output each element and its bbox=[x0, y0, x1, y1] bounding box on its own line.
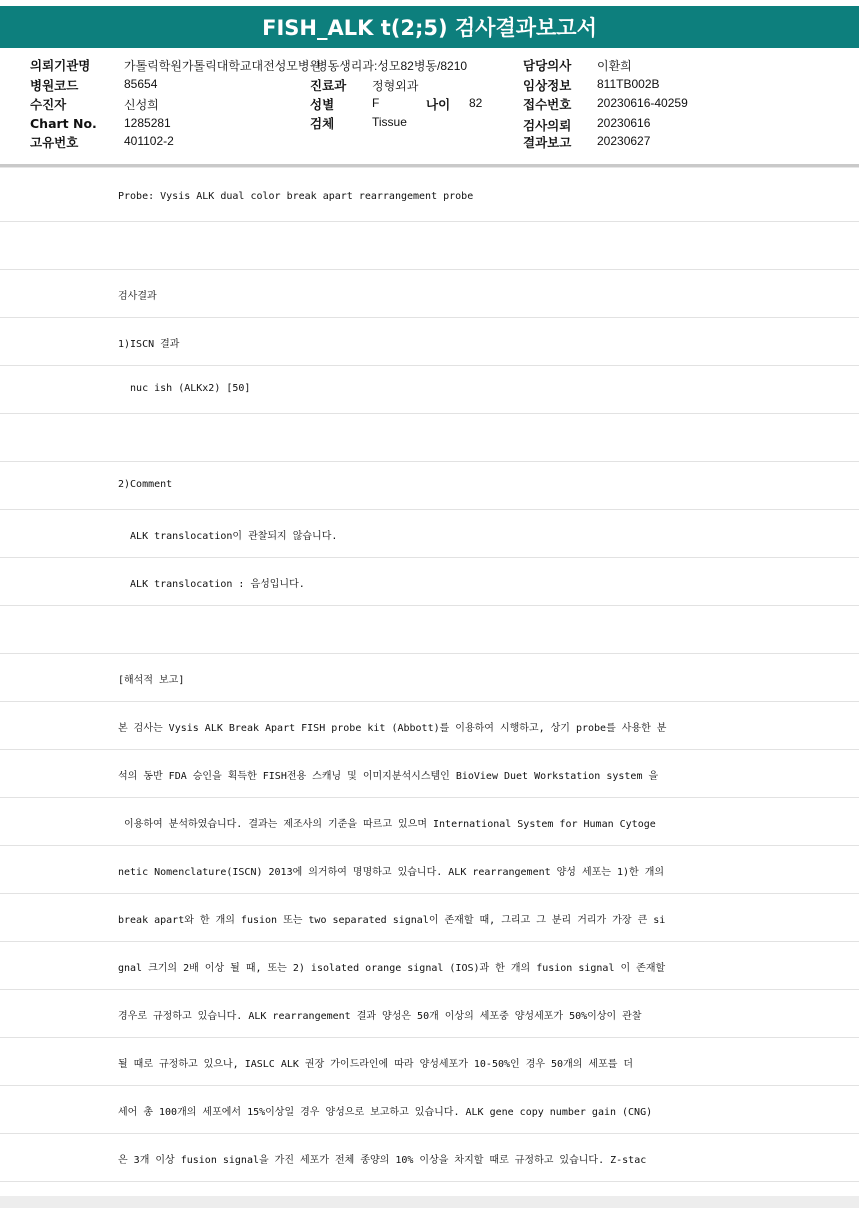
report-line bbox=[0, 894, 859, 942]
ward-value: 병동생리과:성모82병동/8210 bbox=[316, 59, 468, 73]
report-line-text: 경우로 규정하고 있습니다. ALK rearrangement 결과 양성은 50개 이상의 세포중 양성세포가 50%이상이 관찰 bbox=[118, 1011, 642, 1022]
doctor-value: 이환희 bbox=[597, 59, 632, 73]
report-line-text: ALK translocation : 음성입니다. bbox=[118, 579, 305, 590]
report-line-text: gnal 크기의 2배 이상 될 때, 또는 2) isolated orange signal (IOS)과 한 개의 fusion signal 이 존재할 bbox=[118, 963, 666, 974]
report-line bbox=[0, 366, 859, 414]
report-line bbox=[0, 414, 859, 462]
report-line-text: 2)Comment bbox=[118, 479, 173, 490]
report-title: FISH_ALK t(2;5) 검사결과보고서 bbox=[262, 16, 597, 40]
institution-value: 가톨릭학원가톨릭대학교대전성모병원 bbox=[124, 59, 322, 73]
report-line bbox=[0, 558, 859, 606]
request-date-value: 20230616 bbox=[597, 116, 651, 130]
report-line bbox=[0, 846, 859, 894]
unique-no-label: 고유번호 bbox=[30, 135, 79, 150]
report-line bbox=[0, 654, 859, 702]
chart-no-value: 1285281 bbox=[124, 116, 171, 130]
age-value: 82 bbox=[469, 96, 483, 110]
report-line-text: 검사결과 bbox=[118, 291, 157, 302]
dept-value: 정형외과 bbox=[372, 79, 419, 93]
report-title-bar bbox=[0, 6, 859, 48]
report-line bbox=[0, 510, 859, 558]
report-line-text: Probe: Vysis ALK dual color break apart rearrangement probe bbox=[118, 191, 474, 202]
report-line-text: [해석적 보고] bbox=[118, 675, 185, 686]
report-line-text: 될 때로 규정하고 있으나, IASLC ALK 권장 가이드라인에 따라 양성세포가 10-50%인 경우 50개의 세포를 더 bbox=[118, 1059, 634, 1070]
report-line-text: break apart와 한 개의 fusion 또는 two separated signal이 존재할 때, 그리고 그 분리 거리가 가장 큰 si bbox=[118, 915, 666, 926]
result-date-value: 20230627 bbox=[597, 134, 651, 148]
report-line bbox=[0, 318, 859, 366]
report-line-text: nuc ish (ALKx2) [50] bbox=[118, 383, 251, 394]
report-line-text: ALK translocation이 관찰되지 않습니다. bbox=[118, 531, 338, 542]
sex-value: F bbox=[372, 96, 380, 110]
unique-no-value: 401102-2 bbox=[124, 134, 174, 148]
clinical-info-value: 811TB002B bbox=[597, 77, 660, 91]
receipt-no-label: 접수번호 bbox=[523, 97, 572, 112]
report-line bbox=[0, 1038, 859, 1086]
report-line-text: 세어 총 100개의 세포에서 15%이상일 경우 양성으로 보고하고 있습니다. ALK gene copy number gain (CNG) bbox=[118, 1107, 653, 1118]
result-date-label: 결과보고 bbox=[523, 135, 572, 150]
patient-label: 수진자 bbox=[30, 97, 67, 112]
hospital-code-label: 병원코드 bbox=[30, 78, 79, 93]
hospital-code-value: 85654 bbox=[124, 77, 158, 91]
report-line bbox=[0, 942, 859, 990]
request-date-label: 검사의뢰 bbox=[523, 118, 572, 133]
report-line bbox=[0, 270, 859, 318]
specimen-label: 검체 bbox=[310, 116, 335, 131]
report-body bbox=[0, 174, 859, 1182]
report-line bbox=[0, 1134, 859, 1182]
report-line bbox=[0, 798, 859, 846]
report-line-text: 은 3개 이상 fusion signal을 가진 세포가 전체 종양의 10% 이상을 차지할 때로 규정하고 있습니다. Z-stac bbox=[118, 1155, 647, 1166]
patient-info-header bbox=[0, 48, 859, 164]
clinical-info-label: 임상정보 bbox=[523, 78, 572, 93]
age-label: 나이 bbox=[426, 97, 451, 112]
sex-label: 성별 bbox=[310, 97, 335, 112]
specimen-value: Tissue bbox=[372, 115, 407, 129]
report-line bbox=[0, 1086, 859, 1134]
dept-label: 진료과 bbox=[310, 78, 347, 93]
report-line-text: 이용하여 분석하였습니다. 결과는 제조사의 기준을 따르고 있으며 International System for Human Cytoge bbox=[118, 819, 656, 830]
scroll-footer bbox=[0, 1196, 859, 1208]
report-line-text: 석의 동반 FDA 승인을 획득한 FISH전용 스캐닝 및 이미지분석시스템인 BioView Duet Workstation system 을 bbox=[118, 771, 659, 782]
header-divider-shadow bbox=[0, 167, 859, 168]
report-line-text: 1)ISCN 결과 bbox=[118, 339, 180, 350]
report-line bbox=[0, 750, 859, 798]
report-line bbox=[0, 462, 859, 510]
report-line bbox=[0, 606, 859, 654]
report-line bbox=[0, 174, 859, 222]
report-line-text: 본 검사는 Vysis ALK Break Apart FISH probe kit (Abbott)를 이용하여 시행하고, 상기 probe를 사용한 분 bbox=[118, 723, 667, 734]
chart-no-label: Chart No. bbox=[30, 116, 97, 131]
report-line bbox=[0, 990, 859, 1038]
report-line bbox=[0, 702, 859, 750]
patient-value: 신성희 bbox=[124, 98, 159, 112]
doctor-label: 담당의사 bbox=[523, 58, 572, 73]
institution-label: 의뢰기관명 bbox=[30, 58, 91, 73]
receipt-no-value: 20230616-40259 bbox=[597, 96, 688, 110]
report-line bbox=[0, 222, 859, 270]
report-line-text: netic Nomenclature(ISCN) 2013에 의거하여 명명하고 있습니다. ALK rearrangement 양성 세포는 1)한 개의 bbox=[118, 867, 665, 878]
